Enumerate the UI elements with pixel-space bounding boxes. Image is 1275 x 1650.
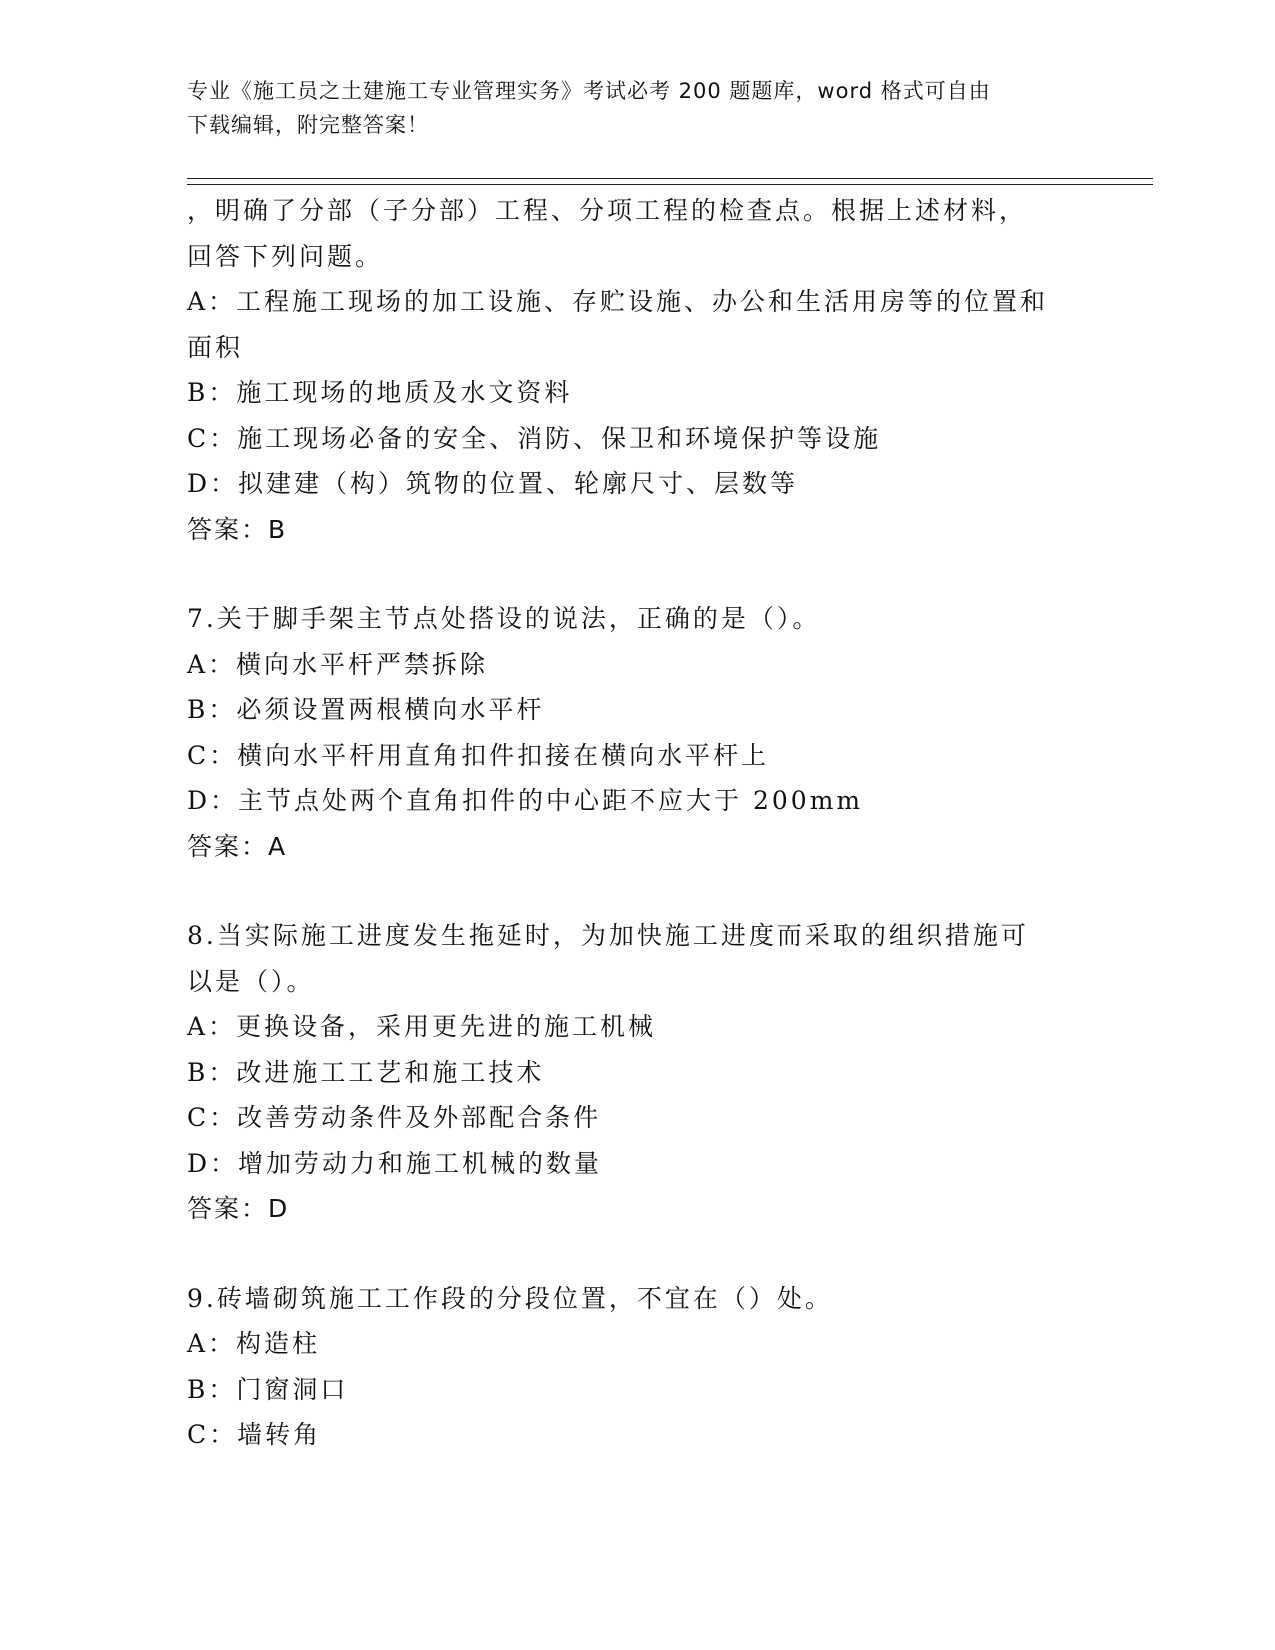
question-stem: 8.当实际施工进度发生拖延时，为加快施工进度而采取的组织措施可 (187, 921, 1029, 950)
question-9 (187, 1276, 1087, 1458)
answer: 答案：A (187, 831, 288, 861)
question-7 (187, 596, 1087, 869)
question-stem: 7.关于脚手架主节点处搭设的说法，正确的是（）。 (187, 604, 821, 633)
question-stem-continued: 以是（）。 (187, 966, 315, 996)
option-a: A：横向水平杆严禁拆除 (187, 649, 489, 679)
option-c: C：墙转角 (187, 1420, 322, 1449)
option-d: D：增加劳动力和施工机械的数量 (187, 1148, 603, 1178)
spacer (187, 552, 1087, 596)
header-line-2: 下载编辑，附完整答案！ (187, 113, 429, 137)
option-b: B：施工现场的地质及水文资料 (187, 378, 573, 407)
question-content (187, 188, 1087, 1458)
answer: 答案：D (187, 1194, 290, 1223)
option-a: A：构造柱 (187, 1329, 321, 1358)
option-b: B：改进施工工艺和施工技术 (187, 1057, 545, 1087)
option-b: B：门窗洞口 (187, 1374, 349, 1404)
answer: 答案：B (187, 514, 288, 544)
option-d: D：拟建建（构）筑物的位置、轮廓尺寸、层数等 (187, 469, 799, 498)
option-c: C：横向水平杆用直角扣件扣接在横向水平杆上 (187, 740, 770, 770)
option-a-continued: 面积 (187, 332, 244, 362)
question-8 (187, 913, 1087, 1232)
option-d: D：主节点处两个直角扣件的中心距不应大于 200mm (187, 786, 864, 815)
option-a: A：工程施工现场的加工设施、存贮设施、办公和生活用房等的位置和 (187, 287, 1049, 316)
question-stem: 9.砖墙砌筑施工工作段的分段位置，不宜在（）处。 (187, 1283, 833, 1313)
page-header (187, 74, 1067, 142)
header-line-1: 专业《施工员之土建施工专业管理实务》考试必考 200 题题库，word 格式可自由 (187, 79, 991, 103)
option-b: B：必须设置两根横向水平杆 (187, 695, 545, 724)
spacer (187, 1232, 1087, 1276)
option-c: C：施工现场必备的安全、消防、保卫和环境保护等设施 (187, 423, 882, 453)
question-stem-line: ，明确了分部（子分部）工程、分项工程的检查点。根据上述材料， (187, 196, 1028, 225)
option-c: C：改善劳动条件及外部配合条件 (187, 1103, 602, 1132)
question-6-continued (187, 188, 1087, 552)
question-stem-line: 回答下列问题。 (187, 241, 384, 271)
header-divider-bottom (187, 184, 1153, 185)
header-divider-top (187, 178, 1153, 179)
spacer (187, 869, 1087, 913)
option-a: A：更换设备，采用更先进的施工机械 (187, 1012, 657, 1041)
